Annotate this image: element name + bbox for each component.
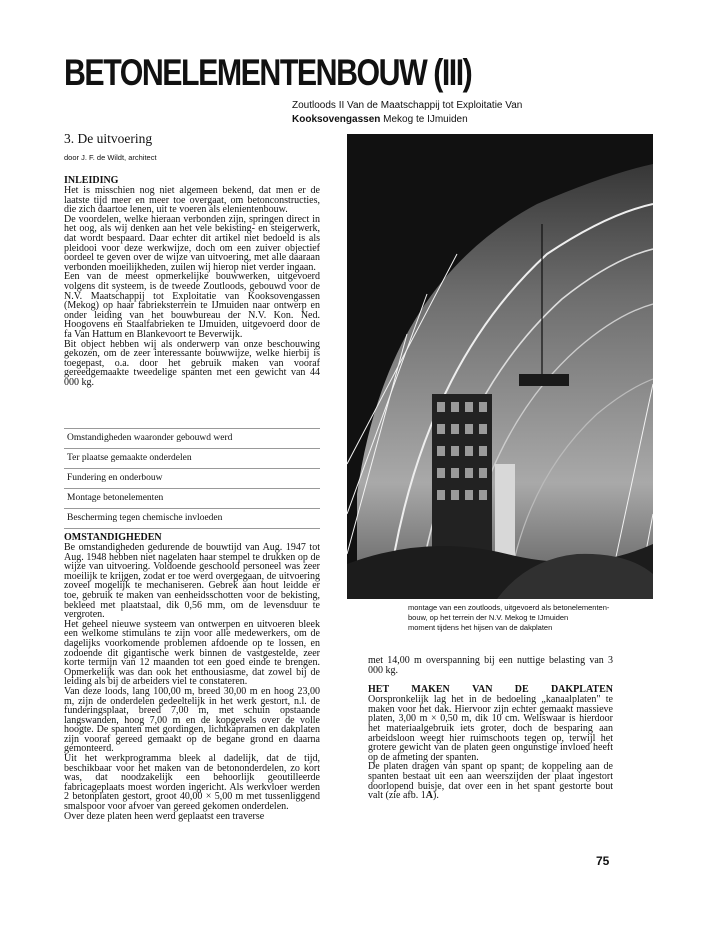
dakplaten-paragraph-1: Oorspronkelijk lag het in de bedoeling „kanaalplaten" te maken voor het dak. Hiervoor zijn echter gemaakt massieve platen, 3,00 m × 0,50 m, dik 10 cm. Weliswaar is hierdoor het materiaalgebruik iets groter, doch de besparing aan arbeidsloon weegt hier ruimschoots tegen op, terwijl het grotere gewicht van de platen geen ongunstige invloed heeft op de afmeting der spanten. <box>368 694 613 763</box>
contents-item: Omstandigheden waaronder gebouwd werd <box>64 428 320 448</box>
heading-word: HET <box>368 684 390 696</box>
contents-item: Montage betonelementen <box>64 488 320 508</box>
page-title: BETONELEMENTENBOUW (III) <box>64 52 472 93</box>
dakplaten-text: De platen dragen van spant op spant; de koppeling aan de spanten bestaat uit een aan weerszijden der plaat ingestort doorlopend buisje, dat over een in het spant gestorte bout valt (zie afb. 1 <box>368 761 613 802</box>
subtitle-line-1: Zoutloods II Van de Maatschappij tot Exploitatie Van <box>292 100 523 111</box>
circumstances-paragraph-4: Uit het werkprogramma bleek al dadelijk, dat de tijd, beschikbaar voor het maken van de betononderdelen, zo kort was, dat noodzakelijk een behoorlijk geoutilleerde fabricageplaats moest worden ingericht. Als werkvloer werden 2 betonplaten gestort, groot 40,00 × 5,00 m met tussenliggend smalspoor voor afvoer van gereed gekomen onderdelen. <box>64 753 320 813</box>
dakplaten-text-end: ). <box>432 790 439 802</box>
circumstances-paragraph-2: Het geheel nieuwe systeem van ontwerpen en uitvoeren bleek een welkome stimulans te zijn voor alle medewerkers, om de dagelijks voorkomende problemen afdoende op te lossen, en zodoende dit gigantische werk binnen de vastgestelde, zeer korte termijn van 12 maanden tot een goed einde te brengen. Opmerkelijk was dan ook het enthousiasme, dat zowel bij de leiding als bij de arbeiders viel te constateren. <box>64 618 320 688</box>
caption-line-2: bouw, op het terrein der N.V. Mekog te IJmuiden <box>408 613 569 622</box>
figure-reference: A <box>425 790 433 802</box>
contents-item: Ter plaatse gemaakte onderdelen <box>64 448 320 468</box>
circumstances-column <box>64 532 320 821</box>
subtitle-bold: Kooksovengassen <box>292 114 381 125</box>
heading-word: DAKPLATEN <box>550 684 613 696</box>
heading-word: MAKEN <box>411 684 450 696</box>
construction-photo <box>347 134 653 599</box>
right-column <box>368 656 613 801</box>
heading-word: VAN <box>472 684 493 696</box>
intro-paragraph-4: Bit object hebben wij als onderwerp van onze beschouwing gekozen, om de zeer interessante bouwwijze, welke hierbij is toegepast, o.a. door het gebruik maken van vooraf gereedgemaakte tweedelige spanten met een gewicht van 44 000 kg. <box>64 338 320 388</box>
subtitle-rest: Mekog te IJmuiden <box>380 114 468 125</box>
intro-paragraph-2: De voordelen, welke hieraan verbonden zijn, springen direct in het oog, als wij denken aan het vele bekisting- en steigerwerk, dat wordt bespaard. Daar echter dit artikel niet bedoeld is als pleidooi voor deze werkwijze, doch om een zuiver objectief oordeel te geven over de wijze van uitvoering, met alle daaraan verbonden moeilijkheden, zuilen wij hierop niet verder ingaan. <box>64 213 320 273</box>
intro-column <box>64 175 320 387</box>
heading-omstandigheden: OMSTANDIGHEDEN <box>64 532 162 543</box>
heading-inleiding: INLEIDING <box>64 175 119 186</box>
heading-word: DE <box>514 684 529 696</box>
photo-caption <box>408 603 656 633</box>
page-number: 75 <box>596 854 610 868</box>
dakplaten-paragraph-2 <box>368 762 613 800</box>
continuation-paragraph: met 14,00 m overspanning bij een nuttige belasting van 3 000 kg. <box>368 655 613 676</box>
intro-paragraph-3: Een van de meest opmerkelijke bouwwerken, uitgevoerd volgens dit systeem, is de tweede Zoutloods, gebouwd voor de N.V. Maatschappij tot Exploitatie van Kooksovengassen (Mekog) op haar fabrieksterrein te IJmuiden naar ontwerp en onder leiding van het bouwbureau der N.V. Kon. Ned. Hoogovens en Staalfabrieken te IJmuiden, uitgevoerd door de fa Van Hattum en Blankevoort te Beverwijk. <box>64 271 320 340</box>
author-line: door J. F. de Wildt, architect <box>64 153 157 162</box>
caption-line-1: montage van een zoutloods, uitgevoerd als betonelementen- <box>408 603 610 612</box>
article-subtitle <box>292 99 522 127</box>
subtitle-line-2 <box>292 113 522 127</box>
intro-paragraph-1: Het is misschien nog niet algemeen bekend, dat men er de laatste tijd meer en meer toe overgaat, om betonconstructies, die zich daartoe lenen, uit te voeren als elenientenbouw. <box>64 185 320 216</box>
section-title: 3. De uitvoering <box>64 131 153 146</box>
caption-line-3: moment tijdens het hijsen van de dakplaten <box>408 623 553 632</box>
contents-item: Fundering en onderbouw <box>64 468 320 488</box>
circumstances-paragraph-1: Be omstandigheden gedurende de bouwtijd van Aug. 1947 tot Aug. 1948 hebben niet nagelaten haar stempel te drukken op de wijze van uitvoering. Voldoende geschoold personeel was zeer moeilijk te krijgen, zodat er toe werd overgegaan, de uitvoering zoveel mogelijk te mechaniseren. Gebrek aan hout leidde er toe, gebruik te maken van eenheidsschotten voor de bekisting, bekleed met plaatstaal, dik 0,56 mm, om de levensduur te vergroten. <box>64 542 320 621</box>
contents-list <box>64 428 320 529</box>
contents-item: Bescherming tegen chemische invloeden <box>64 508 320 529</box>
circumstances-paragraph-5: Over deze platen heen werd geplaatst een traverse <box>64 810 265 822</box>
circumstances-paragraph-3: Van deze loods, lang 100,00 m, breed 30,00 m en hoog 23,00 m, zijn de onderdelen gedeeltelijk in het werk gestort, n.l. de funderingsplaat, breed 7,00 m, met schuin opstaande langswanden, hoog 7,00 m en de kopgevels over de volle hoogte. De spanten met gordingen, lichtkapramen en dakplaten zijn vooraf gereed gemaakt op de begane grond en daarna gemonteerd. <box>64 685 320 755</box>
